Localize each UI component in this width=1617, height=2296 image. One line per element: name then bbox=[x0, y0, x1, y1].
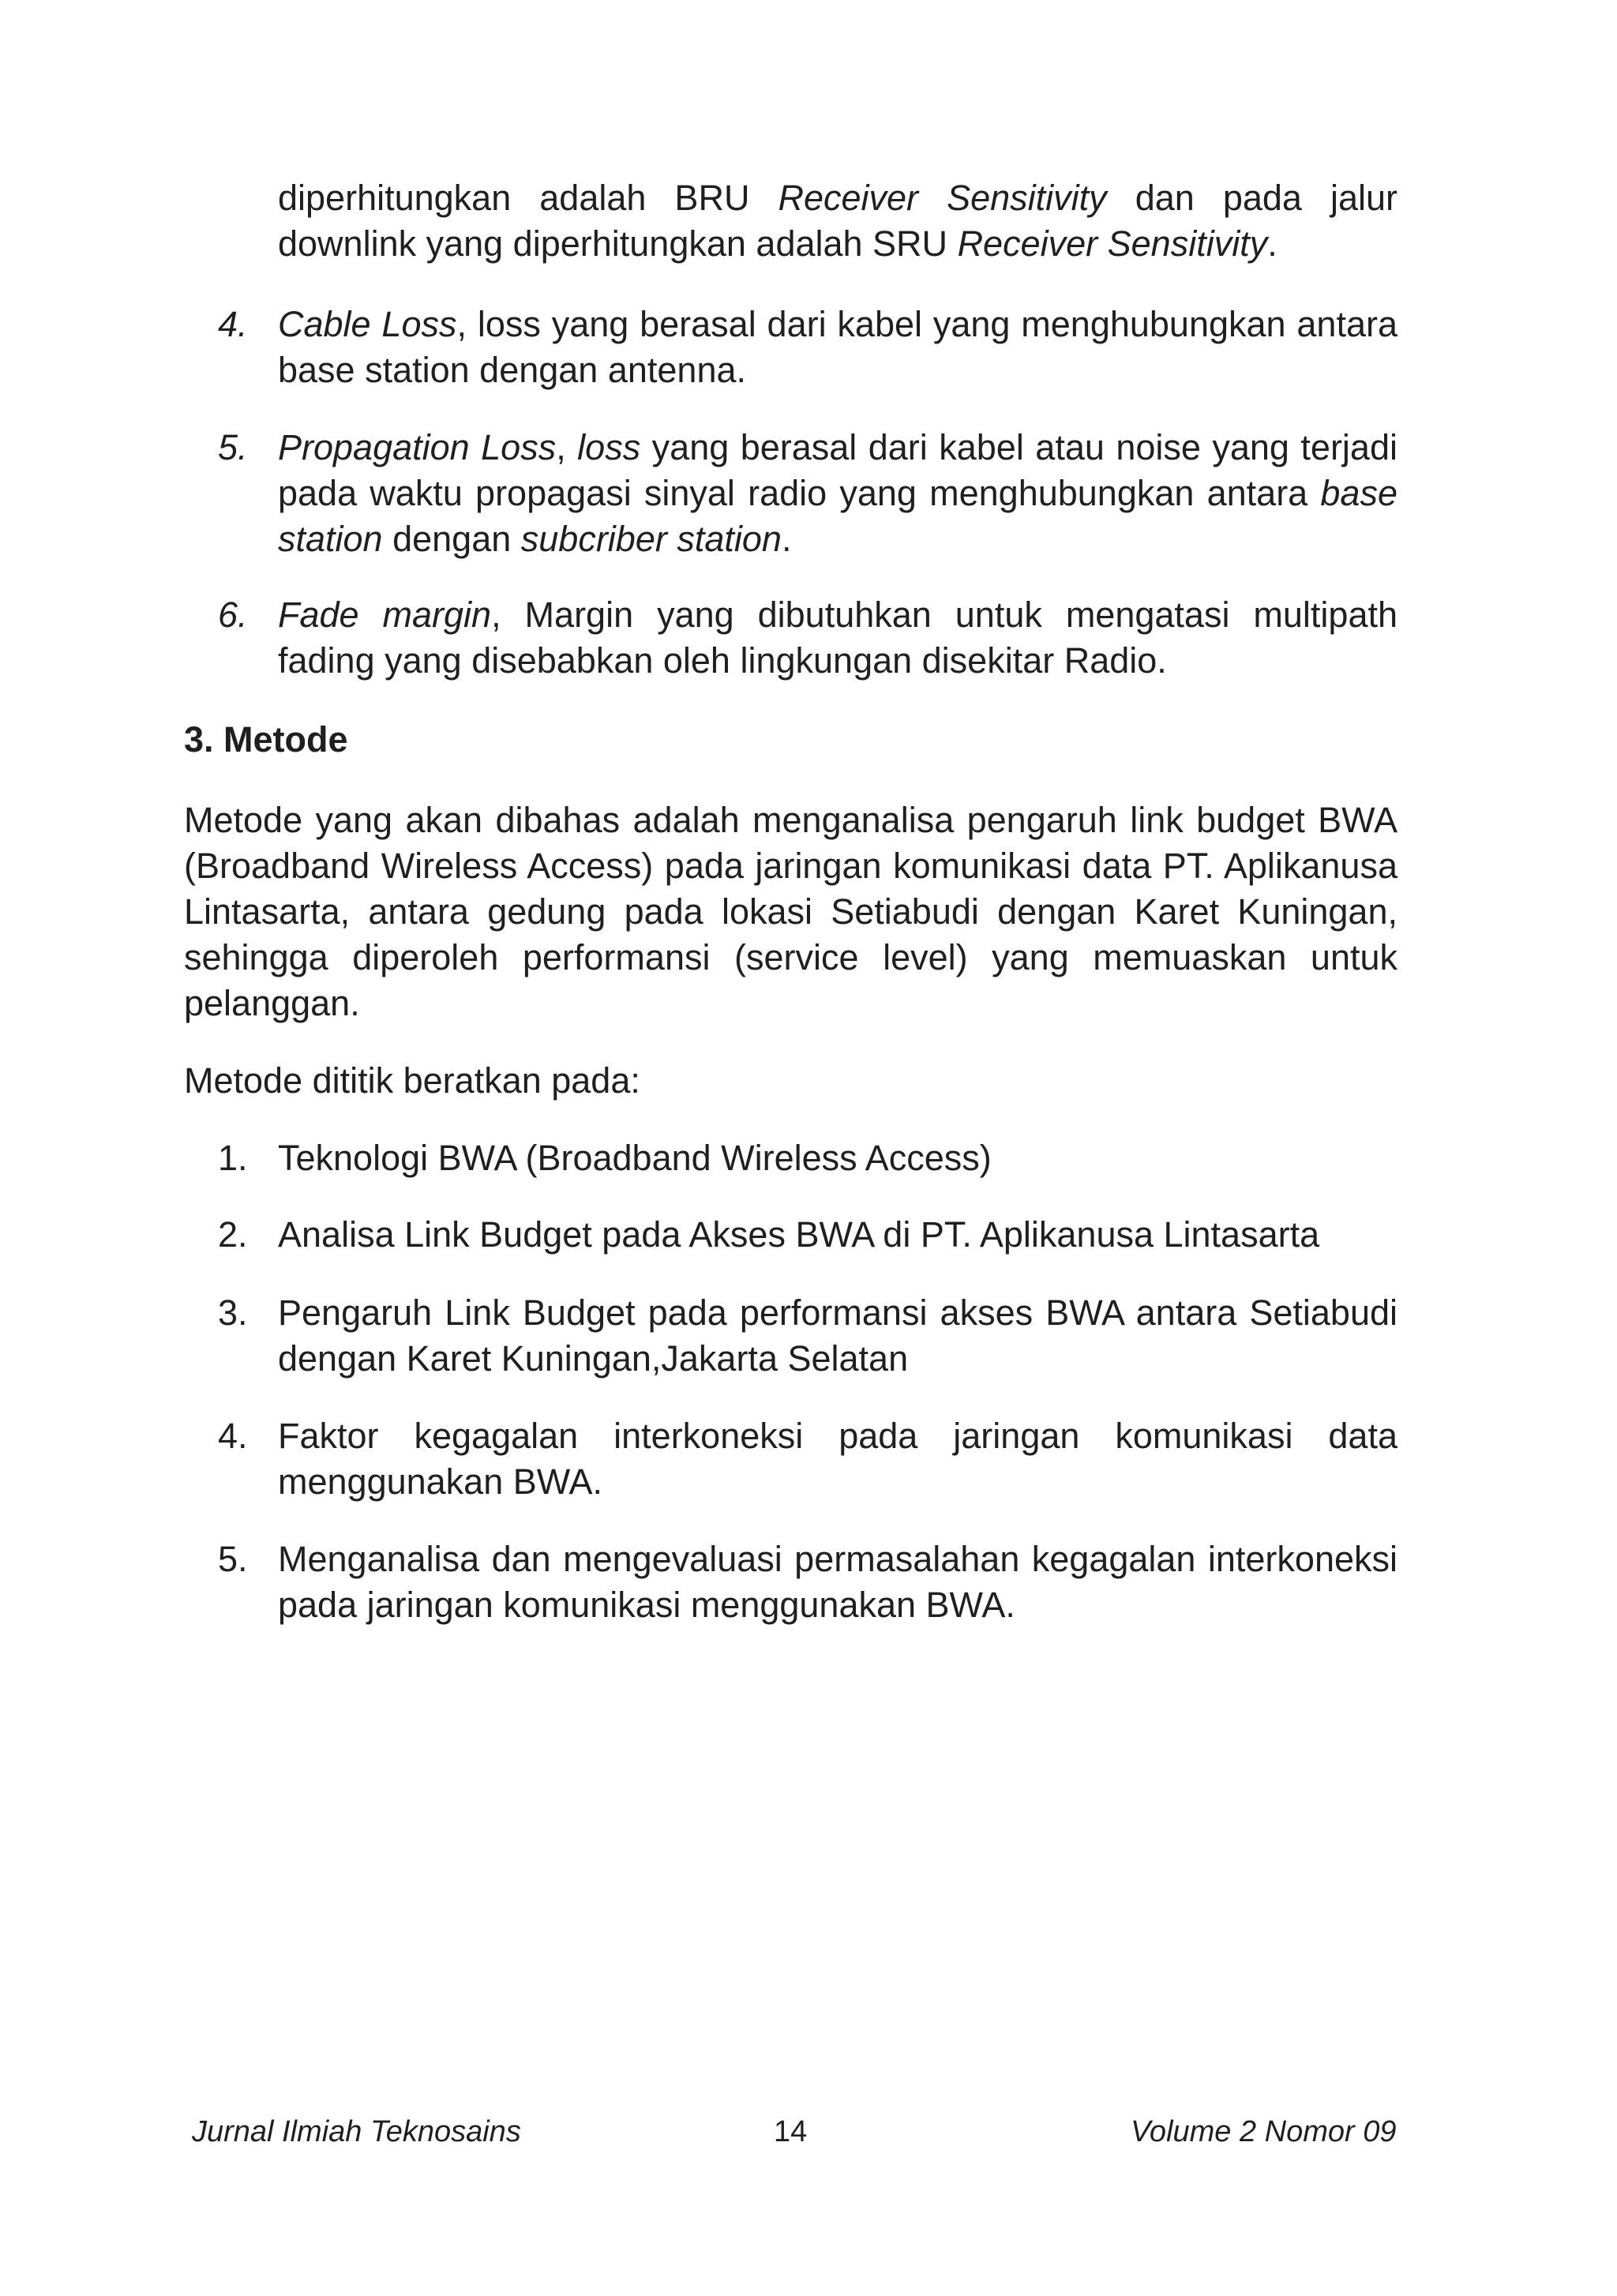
list-item-a-4 bbox=[218, 302, 1398, 393]
list-item-b-4 bbox=[218, 1413, 1398, 1505]
list-text: Analisa Link Budget pada Akses BWA di PT. Aplikanusa Lintasarta bbox=[278, 1214, 1320, 1255]
list-text: , loss yang berasal dari kabel yang menghubungkan antara base station dengan antenna. bbox=[278, 304, 1398, 390]
list-text-1: yang berasal dari kabel atau noise yang terjadi pada waktu propagasi sinyal radio yang menghubungkan antara bbox=[278, 427, 1398, 513]
list-separator: , bbox=[556, 427, 578, 467]
list-text: Menganalisa dan mengevaluasi permasalahan kegagalan interkoneksi pada jaringan komunikasi menggunakan BWA. bbox=[278, 1539, 1398, 1625]
continuation-text-2: dan pada jalur downlink yang diperhitungkan adalah SRU bbox=[278, 178, 1398, 264]
list-number: 5. bbox=[218, 1539, 248, 1579]
section-paragraph: Metode yang akan dibahas adalah menganalisa pengaruh link budget BWA (Broadband Wireless Access) pada jaringan komunikasi data PT. Aplikanusa Lintasarta, antara gedung pada lokasi Setiabudi dengan Karet Kuningan, sehingga diperoleh performansi (service level) yang memuaskan untuk pelanggan. bbox=[184, 800, 1398, 1023]
list-term-2: loss bbox=[577, 427, 641, 467]
footer-journal: Jurnal Ilmiah Teknosains bbox=[192, 2115, 521, 2148]
continuation-italic-2: Receiver Sensitivity bbox=[957, 223, 1268, 264]
list-number: 3. bbox=[218, 1292, 248, 1333]
list-italic-2: base station bbox=[278, 473, 1398, 559]
list-italic-3: subcriber station bbox=[520, 519, 782, 559]
section-intro: Metode dititik beratkan pada: bbox=[184, 1060, 640, 1101]
continuation-text-1: diperhitungkan adalah BRU bbox=[278, 178, 778, 218]
list-item-b-3 bbox=[218, 1290, 1398, 1382]
list-text-2: dengan bbox=[382, 519, 521, 559]
list-term: Fade margin bbox=[278, 595, 492, 635]
list-item-b-5 bbox=[218, 1536, 1398, 1628]
list-number: 4. bbox=[218, 1416, 248, 1456]
list-item-b-2 bbox=[218, 1212, 1398, 1258]
continuation-text-3: . bbox=[1267, 223, 1277, 264]
continuation-italic-1: Receiver Sensitivity bbox=[778, 178, 1107, 218]
list-text: Pengaruh Link Budget pada performansi akses BWA antara Setiabudi dengan Karet Kuningan,Jakarta Selatan bbox=[278, 1292, 1398, 1379]
footer-volume: Volume 2 Nomor 09 bbox=[1131, 2115, 1397, 2148]
list-term: Propagation Loss bbox=[278, 427, 557, 467]
continuation-paragraph bbox=[278, 175, 1398, 267]
list-item-a-5 bbox=[218, 425, 1398, 562]
list-term: Cable Loss bbox=[278, 304, 457, 344]
list-number: 5. bbox=[218, 427, 248, 467]
list-text: Teknologi BWA (Broadband Wireless Access) bbox=[278, 1138, 992, 1178]
section-heading: 3. Metode bbox=[184, 719, 348, 760]
list-text: , Margin yang dibutuhkan untuk mengatasi multipath fading yang disebabkan oleh lingkungan disekitar Radio. bbox=[278, 595, 1398, 681]
footer-page-number: 14 bbox=[774, 2115, 808, 2148]
list-text: Faktor kegagalan interkoneksi pada jaringan komunikasi data menggunakan BWA. bbox=[278, 1416, 1398, 1502]
list-number: 1. bbox=[218, 1138, 248, 1178]
list-item-a-6 bbox=[218, 592, 1398, 684]
list-number: 2. bbox=[218, 1214, 248, 1255]
list-number: 4. bbox=[218, 304, 248, 344]
list-text-3: . bbox=[781, 519, 792, 559]
list-number: 6. bbox=[218, 595, 248, 635]
list-item-b-1 bbox=[218, 1135, 1398, 1181]
